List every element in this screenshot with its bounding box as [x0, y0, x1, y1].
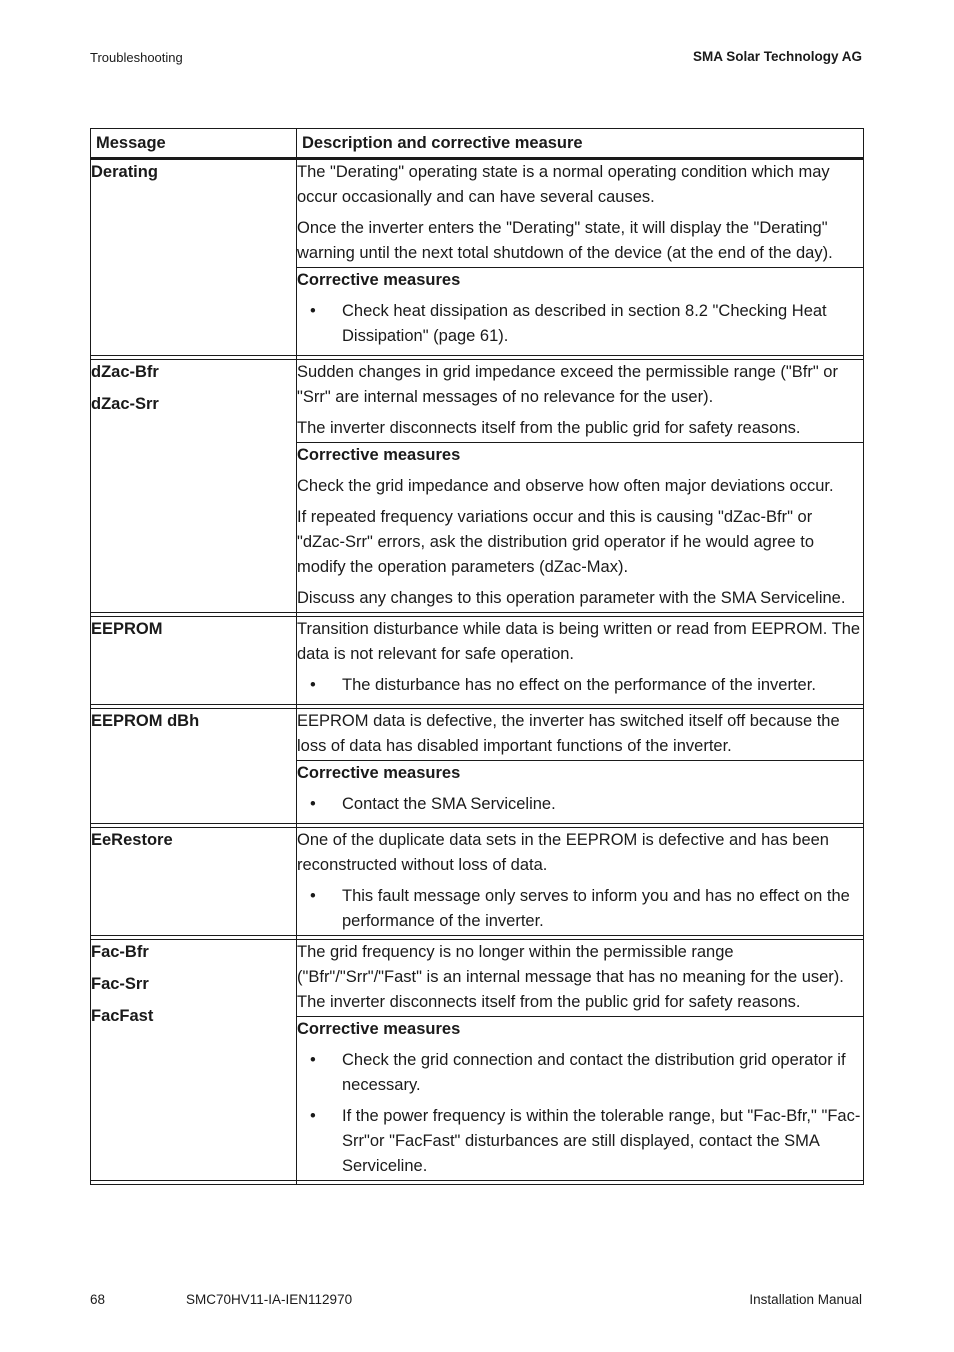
message-name: Fac-Srr — [91, 975, 149, 993]
bullet-item — [297, 1104, 863, 1179]
description-text: The grid frequency is no longer within the permissible range ("Bfr"/"Srr"/"Fast" is an internal message that has no meaning for the user). The inverter disconnects itself from the public grid for safety reasons. — [297, 943, 844, 1011]
description-text: EEPROM data is defective, the inverter has switched itself off because the loss of data has disabled important functions of the inverter. — [297, 712, 840, 755]
troubleshooting-table — [90, 128, 864, 1185]
description-cell — [297, 159, 864, 268]
bullet-icon: • — [310, 676, 316, 694]
corrective-measures-cell — [297, 761, 864, 824]
message-name: EEPROM — [91, 620, 163, 638]
corrective-measures-cell — [297, 443, 864, 613]
bullet-icon: • — [310, 302, 316, 320]
bullet-text: Check the grid connection and contact the distribution grid operator if necessary. — [342, 1051, 846, 1094]
bullet-item — [297, 792, 863, 817]
table-row-eerestore — [91, 828, 864, 936]
description-text: The inverter disconnects itself from the public grid for safety reasons. — [297, 419, 801, 437]
corrective-measures-cell — [297, 1017, 864, 1181]
corrective-measures-title: Corrective measures — [297, 271, 461, 289]
footer-page-number: 68 — [90, 1292, 106, 1307]
description-cell — [297, 940, 864, 1017]
description-cell — [297, 709, 864, 761]
bullet-icon: • — [310, 1107, 316, 1125]
bullet-text: This fault message only serves to inform you and has no effect on the performance of the inverter. — [342, 887, 850, 930]
description-text: The "Derating" operating state is a normal operating condition which may occur occasionally and can have several causes. — [297, 163, 830, 206]
bullet-text: Check heat dissipation as described in section 8.2 "Checking Heat Dissipation" (page 61). — [342, 302, 827, 345]
footer-document-title: Installation Manual — [749, 1292, 862, 1307]
description-cell — [297, 360, 864, 443]
message-name: FacFast — [91, 1007, 154, 1025]
table-row-dzac — [91, 360, 864, 443]
message-name: dZac-Srr — [91, 395, 159, 413]
description-cell — [297, 617, 864, 705]
table-header-row — [91, 129, 864, 159]
measure-text: Discuss any changes to this operation parameter with the SMA Serviceline. — [297, 589, 846, 607]
bullet-item — [297, 1048, 863, 1098]
bullet-icon: • — [310, 795, 316, 813]
table-row-derating — [91, 159, 864, 268]
bullet-text: If the power frequency is within the tolerable range, but "Fac-Bfr," "Fac-Srr"or "FacFast" disturbances are still displayed, contact the SMA Serviceline. — [342, 1107, 861, 1175]
bullet-item — [297, 299, 863, 349]
message-cell — [91, 709, 297, 824]
column-header-message: Message — [91, 129, 297, 159]
bullet-text: The disturbance has no effect on the performance of the inverter. — [342, 676, 816, 694]
row-separator — [91, 1181, 864, 1185]
message-name: Derating — [91, 163, 158, 181]
message-cell — [91, 159, 297, 356]
corrective-measures-title: Corrective measures — [297, 764, 461, 782]
message-cell — [91, 828, 297, 936]
measure-text: If repeated frequency variations occur and this is causing "dZac-Bfr" or "dZac-Srr" errors, ask the distribution grid operator if he would agree to modify the operation parameters (dZac-Max). — [297, 508, 815, 576]
column-header-description: Description and corrective measure — [297, 129, 864, 159]
description-text: Once the inverter enters the "Derating" state, it will display the "Derating" warning until the next total shutdown of the device (at the end of the day). — [297, 219, 833, 262]
description-text: Transition disturbance while data is being written or read from EEPROM. The data is not relevant for safe operation. — [297, 620, 861, 663]
message-name: EEPROM dBh — [91, 712, 200, 730]
bullet-icon: • — [310, 887, 316, 905]
table-row-eeprom-dbh — [91, 709, 864, 761]
description-text: Sudden changes in grid impedance exceed the permissible range ("Bfr" or "Srr" are internal messages of no relevance for the user). — [297, 363, 838, 406]
message-cell — [91, 360, 297, 613]
description-text: One of the duplicate data sets in the EEPROM is defective and has been reconstructed without loss of data. — [297, 831, 829, 874]
message-cell — [91, 617, 297, 705]
message-cell — [91, 940, 297, 1181]
bullet-item — [297, 884, 863, 934]
measure-text: Check the grid impedance and observe how often major deviations occur. — [297, 477, 834, 495]
table-row-fac — [91, 940, 864, 1017]
bullet-icon: • — [310, 1051, 316, 1069]
table-row-eeprom — [91, 617, 864, 705]
corrective-measures-title: Corrective measures — [297, 446, 461, 464]
message-name: dZac-Bfr — [91, 363, 159, 381]
footer-document-id: SMC70HV11-IA-IEN112970 — [186, 1292, 353, 1307]
bullet-text: Contact the SMA Serviceline. — [342, 795, 556, 813]
corrective-measures-cell — [297, 268, 864, 356]
corrective-measures-title: Corrective measures — [297, 1020, 461, 1038]
message-name: Fac-Bfr — [91, 943, 149, 961]
header-section-title: Troubleshooting — [90, 50, 183, 65]
message-name: EeRestore — [91, 831, 173, 849]
header-company-name: SMA Solar Technology AG — [692, 49, 862, 64]
description-cell — [297, 828, 864, 936]
bullet-item — [297, 673, 863, 698]
